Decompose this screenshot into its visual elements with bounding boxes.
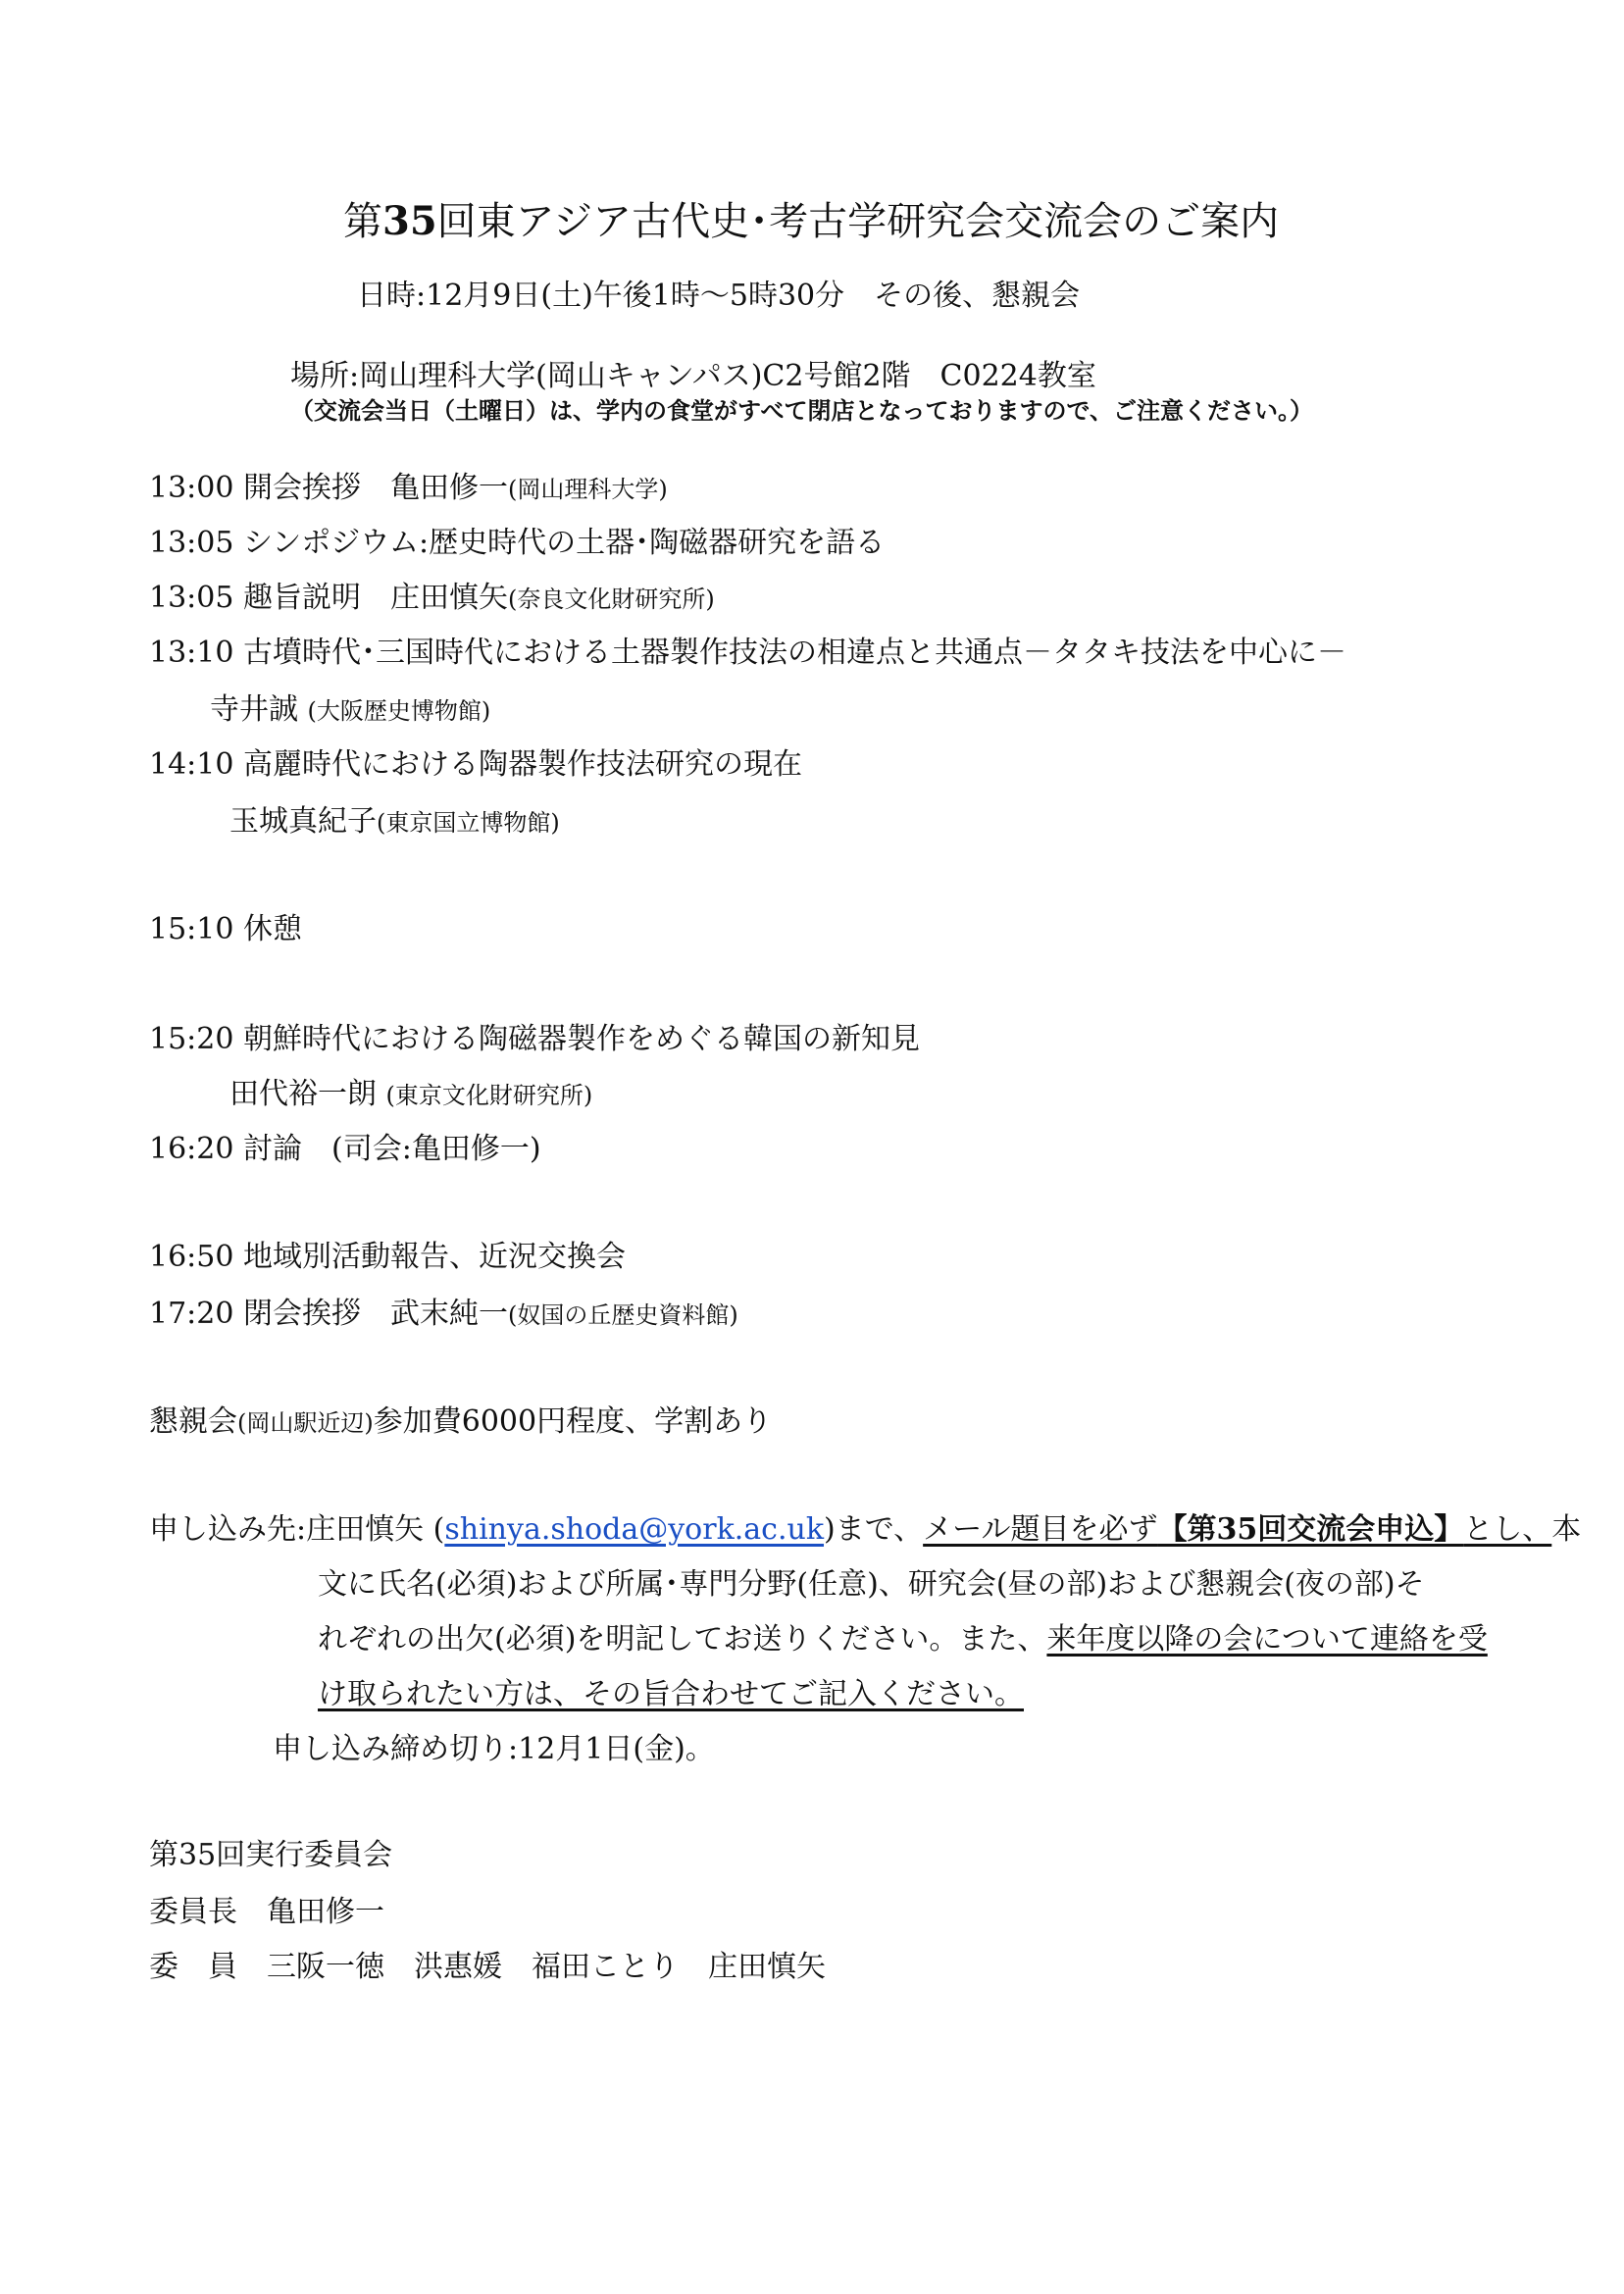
apply-subject-instruction-end: とし、 [1463,1512,1552,1547]
schedule-item [149,579,715,619]
apply-line1-tail: 本 [1551,1512,1582,1547]
schedule-time: 13:05 [149,581,234,615]
schedule-text: 高麗時代における陶器製作技法研究の現在 [243,747,803,782]
application-line-3 [318,1620,1488,1659]
reception-location: (岡山駅近辺) [237,1409,374,1437]
affiliation: (大阪歴史博物館) [307,697,491,725]
apply-label: 申し込み先: [149,1512,307,1547]
schedule-item [149,1295,738,1335]
committee-members: 委 員 三阪一徳 洪惠媛 福田ことり 庄田慎矢 [149,1950,826,1984]
schedule-time: 15:10 [149,912,234,946]
schedule-item [149,1238,626,1277]
affiliation: (岡山理科大学) [508,476,668,503]
email-link[interactable]: shinya.shoda@york.ac.uk [444,1512,825,1547]
schedule-item [149,745,802,785]
speaker-name: 玉城真紀子 [229,804,377,839]
schedule-time: 16:20 [149,1132,234,1166]
speaker-name: 寺井誠 [210,692,298,727]
title-suffix: 回東アジア古代史･考古学研究会交流会のご案内 [436,199,1280,244]
schedule-item [149,910,302,949]
page-title [343,196,1279,247]
affiliation: (奴国の丘歴史資料館) [508,1301,738,1329]
schedule-text: 地域別活動報告、近況交換会 [243,1240,627,1274]
schedule-time: 17:20 [149,1297,234,1331]
affiliation: (東京国立博物館) [377,809,560,837]
schedule-item [149,1020,920,1059]
committee-chair: 委員長 亀田修一 [149,1895,384,1929]
speaker-line [229,802,560,842]
schedule-time: 15:20 [149,1022,234,1056]
schedule-text: 閉会挨拶 武末純一 [243,1297,509,1331]
application-line-1 [149,1510,1581,1550]
event-place: 場所:岡山理科大学(岡山キャンパス)C2号館2階 C0224教室 [290,359,1096,393]
schedule-item [149,1130,541,1169]
schedule-text: 休憩 [243,912,303,946]
schedule-item [149,634,1346,673]
schedule-text: 開会挨拶 亀田修一 [243,471,509,505]
speaker-name: 田代裕一朗 [229,1077,377,1111]
cafeteria-note: （交流会当日（土曜日）は、学内の食堂がすべて閉店となっておりますので、ご注意ください。） [290,397,1314,425]
speaker-line [229,1075,592,1115]
apply-line3-underlined: 来年度以降の会について連絡を受 [1046,1622,1488,1657]
committee-title: 第35回実行委員会 [149,1838,393,1872]
schedule-text: 討論 (司会:亀田修一) [243,1132,541,1166]
affiliation: (東京文化財研究所) [385,1082,593,1109]
schedule-time: 14:10 [149,747,234,782]
reception-label: 懇親会 [149,1404,237,1439]
reception-info [149,1402,772,1443]
apply-after-email: )まで、 [824,1512,924,1547]
apply-line3-text: れぞれの出欠(必須)を明記してお送りください。また、 [318,1622,1047,1657]
speaker-line [210,690,490,731]
schedule-time: 16:50 [149,1240,234,1274]
apply-line4-underlined: け取られたい方は、その旨合わせてご記入ください。 [318,1677,1024,1711]
reception-fee: 参加費6000円程度、学割あり [373,1404,773,1439]
schedule-text: 朝鮮時代における陶磁器製作をめぐる韓国の新知見 [243,1022,921,1056]
application-line-4 [318,1675,1024,1714]
schedule-time: 13:00 [149,471,234,505]
schedule-time: 13:10 [149,636,234,670]
schedule-time: 13:05 [149,526,234,560]
title-prefix: 第 [343,199,382,244]
apply-contact: 庄田慎矢 ( [306,1512,445,1547]
schedule-text: シンポジウム:歴史時代の土器･陶磁器研究を語る [243,526,886,560]
schedule-item [149,524,885,563]
event-datetime: 日時:12月9日(土)午後1時～5時30分 その後、懇親会 [357,279,1081,313]
affiliation: (奈良文化財研究所) [508,586,715,613]
apply-subject-instruction: メール題目を必ず [923,1512,1158,1547]
schedule-item [149,469,668,509]
apply-subject-bracket: 【第35回交流会申込】 [1157,1512,1464,1547]
application-line-2: 文に氏名(必須)および所属･専門分野(任意)、研究会(昼の部)および懇親会(夜の部)そ [318,1567,1425,1602]
schedule-text: 趣旨説明 庄田慎矢 [243,581,509,615]
schedule-text: 古墳時代･三国時代における土器製作技法の相違点と共通点－タタキ技法を中心に－ [243,636,1347,670]
application-deadline: 申し込み締め切り:12月1日(金)。 [273,1732,715,1766]
title-number: 35 [382,198,437,244]
